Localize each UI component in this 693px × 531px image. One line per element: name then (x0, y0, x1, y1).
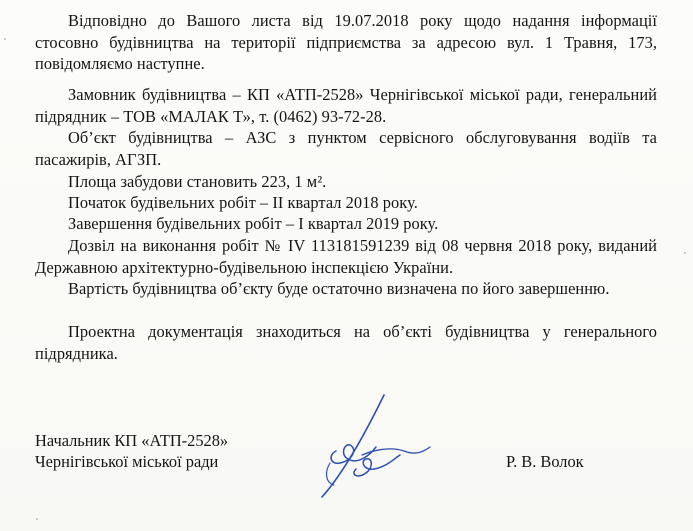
signatory-position: Начальник КП «АТП-2528» (35, 431, 229, 450)
paragraph-permit: Дозвіл на виконання робіт № IV 113181591239 від 08 червня 2018 року, виданий Державною архітектурно-будівельною інспекцією України. (35, 236, 657, 277)
paper-speck (4, 38, 6, 40)
paragraph-customer-contractor: Замовник будівництва – КП «АТП-2528» Чернігівської міської ради, генеральний підрядник – ТОВ «МАЛАК Т», т. (0462) 93-72-28. (35, 85, 657, 126)
paragraph-works-start: Початок будівельних робіт – ІІ квартал 2018 року. (68, 193, 418, 212)
paper-speck (36, 518, 38, 520)
paragraph-request-reference: Відповідно до Вашого листа від 19.07.2018 року щодо надання інформації стосовно будівництва на території підприємства за адресою вул. 1 Травня, 173, повідомляємо наступне. (35, 11, 657, 73)
signatory-name: Р. В. Волок (506, 452, 584, 471)
handwritten-signature (300, 385, 440, 505)
paragraph-cost: Вартість будівництва об’єкту буде остаточно визначена по його завершенню. (68, 279, 610, 298)
paper-speck (684, 252, 686, 254)
paragraph-building-area: Площа забудови становить 223, 1 м². (68, 172, 327, 191)
signatory-organization: Чернігівської міської ради (35, 452, 219, 471)
paragraph-documentation: Проектна документація знаходиться на об’єкті будівництва у генерального підрядника. (35, 322, 657, 363)
paragraph-works-end: Завершення будівельних робіт – І квартал 2019 року. (68, 214, 439, 233)
paragraph-construction-object: Об’єкт будівництва – АЗС з пунктом сервісного обслуговування водіїв та пасажирів, АГЗП. (35, 128, 657, 169)
